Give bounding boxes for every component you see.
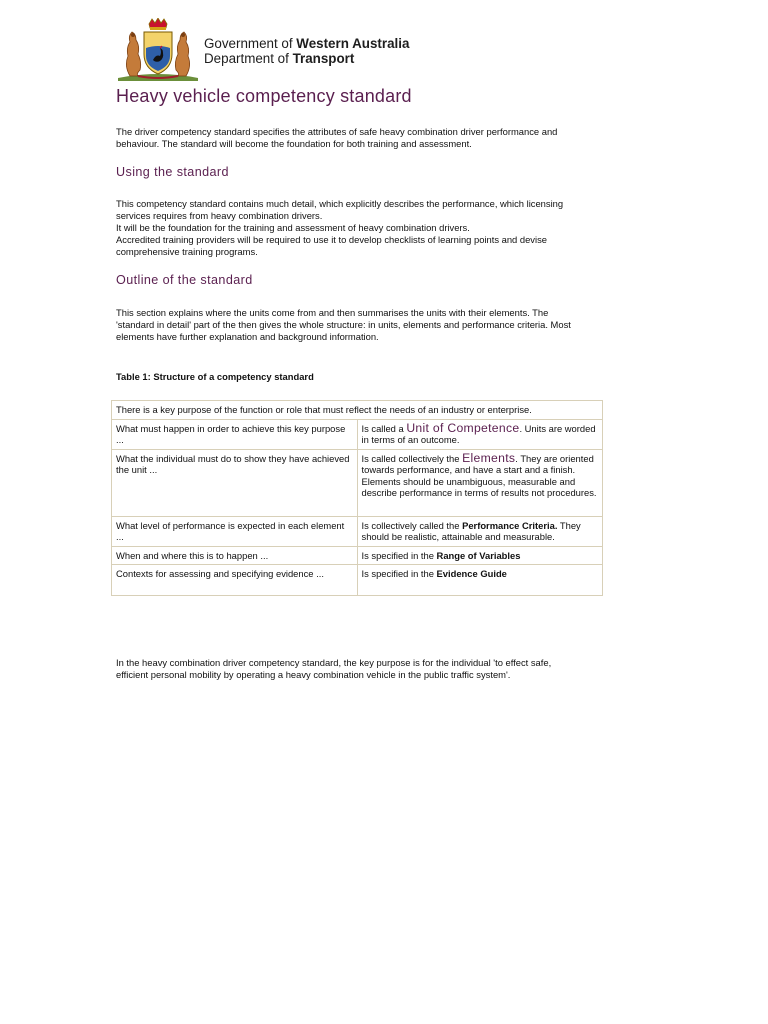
outline-paragraph [116,307,646,343]
intro-line: behaviour. The standard will become the foundation for both training and assessment. [116,138,472,149]
table-cell-question: What the individual must do to show they have achieved the unit ... [112,449,358,516]
answer-prefix: Is called collectively the [361,452,463,464]
using-line: It will be the foundation for the training and assessment of heavy combination drivers. [116,222,470,233]
org-line-2-prefix: Department of [204,51,293,66]
closing-line: efficient personal mobility by operating a heavy combination vehicle in the public traffic system'. [116,669,511,680]
org-line-1-bold: Western Australia [296,36,410,51]
outline-line: This section explains where the units come from and then summarises the units with their elements. The [116,307,549,318]
table-cell-question: What must happen in order to achieve this key purpose ... [112,419,358,449]
answer-term: Elements [462,450,516,465]
outline-line: 'standard in detail' part of the then gives the whole structure: in units, elements and performance criteria. Most [116,319,571,330]
outline-line: elements have further explanation and background information. [116,331,379,342]
table-row [112,546,603,565]
organisation-name [204,36,409,66]
table-row [112,565,603,596]
page-title: Heavy vehicle competency standard [116,86,412,106]
closing-paragraph [116,657,646,681]
section-heading-outline: Outline of the standard [116,273,253,287]
org-line-2 [204,51,409,66]
answer-prefix: Is specified in the [361,549,437,561]
answer-suffix: . Units are worded in terms of an outcome. [361,422,596,445]
table-cell-question: When and where this is to happen ... [112,546,358,565]
answer-prefix: Is collectively called the [361,519,463,531]
table-header-cell: There is a key purpose of the function or role that must reflect the needs of an industry or enterprise. [112,401,603,420]
table-row [112,449,603,516]
answer-term: Performance Criteria. [462,519,558,531]
using-paragraph [116,198,646,258]
using-line: comprehensive training programs. [116,246,258,257]
answer-term: Evidence Guide [436,568,507,579]
answer-prefix: Is specified in the [361,568,437,579]
table-cell-answer [357,546,603,565]
table-row [112,419,603,449]
org-line-1-prefix: Government of [204,36,297,51]
section-heading-using: Using the standard [116,165,229,179]
using-line: services requires from heavy combination drivers. [116,210,323,221]
table-cell-question: Contexts for assessing and specifying evidence ... [112,565,358,596]
org-line-2-bold: Transport [292,51,355,66]
closing-line: In the heavy combination driver competency standard, the key purpose is for the individual 'to effect safe, [116,657,552,668]
table-cell-answer [357,516,603,546]
table-cell-answer [357,449,603,516]
table-cell-answer [357,419,603,449]
answer-term: Unit of Competence [406,420,520,435]
table-cell-question: What level of performance is expected in each element ... [112,516,358,546]
table-row [112,516,603,546]
using-line: This competency standard contains much detail, which explicitly describes the performance, which licensing [116,198,564,209]
answer-term: Range of Variables [436,549,521,561]
using-line: Accredited training providers will be required to use it to develop checklists of learning points and devise [116,234,547,245]
answer-suffix: . They are oriented towards performance, and have a start and a finish. Elements should be unambiguous, measurable and describe performance in terms of results not procedures. [361,452,597,498]
competency-structure-table [111,400,603,596]
org-line-1 [204,36,409,51]
table-caption: Table 1: Structure of a competency standard [116,371,314,382]
coat-of-arms-icon [116,18,200,82]
intro-line: The driver competency standard specifies the attributes of safe heavy combination driver performance and [116,126,558,137]
table-cell-answer [357,565,603,596]
intro-paragraph [116,126,646,150]
table-row [112,401,603,420]
answer-prefix: Is called a [361,422,407,434]
answer-suffix: They should be realistic, attainable and measurable. [361,519,581,542]
